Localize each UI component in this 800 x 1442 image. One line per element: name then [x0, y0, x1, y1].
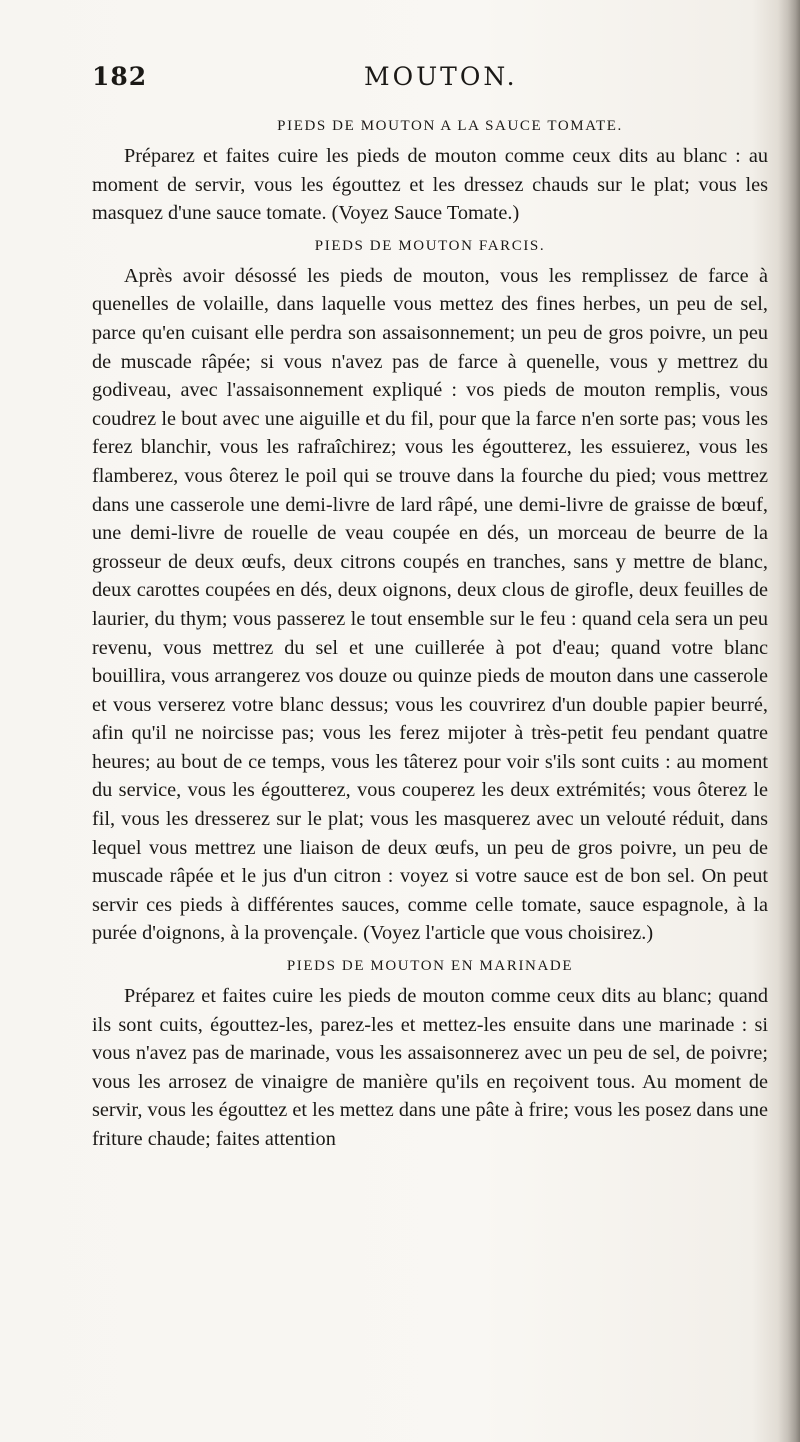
running-title: MOUTON.: [364, 62, 518, 91]
page-number: 182: [92, 62, 148, 91]
paragraph-marinade: Préparez et faites cuire les pieds de mouton comme ceux dits au blanc; quand ils sont cuits, égouttez-les, parez-les et mettez-les ensuite dans une marinade : si vous n'avez pas de marinade, vous les assaisonnerez avec un peu de sel, de poivre; vous les arrosez de vinaigre de manière qu'ils en reçoivent tous. Au moment de servir, vous les égouttez et les mettez dans une pâte à frire; vous les posez dans une friture chaude; faites attention: [92, 985, 768, 1150]
page-body: [92, 118, 768, 1154]
section-title-sauce-tomate: PIEDS DE MOUTON A LA SAUCE TOMATE.: [277, 118, 623, 134]
page-edge-shadow: [778, 0, 800, 1442]
section-title-farcis: PIEDS DE MOUTON FARCIS.: [314, 237, 546, 254]
page-header: [92, 62, 712, 102]
paragraph-sauce-tomate: Préparez et faites cuire les pieds de mouton comme ceux dits au blanc : au moment de servir, vous les égouttez et les dressez chauds sur le plat; vous les masquez d'une sauce tomate. (Voyez Sauce Tomate.): [92, 145, 768, 225]
paragraph-farcis: Après avoir désossé les pieds de mouton, vous les remplissez de farce à quenelles de volaille, dans laquelle vous mettez des fines herbes, un peu de sel, parce qu'en cuisant elle perdra son assaisonnement; un peu de gros poivre, un peu de muscade râpée; si vous n'avez pas de farce à quenelle, vous y mettrez du godiveau, avec l'assaisonnement expliqué : vos pieds de mouton remplis, vous coudrez le bout avec une aiguille et du fil, pour que la farce n'en sorte pas; vous les ferez blanchir, vous les rafraîchirez; vous les égoutterez, les essuierez, vous les flamberez, vous ôterez le poil qui se trouve dans la fourche du pied; vous mettrez dans une casserole une demi-livre de lard râpé, une demi-livre de graisse de bœuf, une demi-livre de rouelle de veau coupée en dés, un morceau de beurre de la grosseur de deux œufs, deux citrons coupés en tranches, sans y mettre de blanc, deux carottes coupées en dés, deux oignons, deux clous de girofle, deux feuilles de laurier, du thym; vous passerez le tout ensemble sur le feu : quand cela sera un peu revenu, vous mettrez du sel et une cuillerée à pot d'eau; quand votre blanc bouillira, vous arrangerez vos douze ou quinze pieds de mouton dans une casserole et vous verserez votre blanc dessus; vous les couvrirez d'un double papier beurré, afin qu'il ne noircisse pas; vous les ferez mijoter à très-petit feu pendant quatre heures; au bout de ce temps, vous les tâterez pour voir s'ils sont cuits : au moment du service, vous les égoutterez, vous couperez les deux extrémités; vous ôterez le fil, vous les dresserez sur le plat; vous les masquerez avec un velouté réduit, dans lequel vous mettrez une liaison de deux œufs, un peu de gros poivre, un peu de muscade râpée et le jus d'un citron : voyez si votre sauce est de bon sel. On peut servir ces pieds à différentes sauces, comme celle tomate, sauce espagnole, à la purée d'oignons, à la provençale. (Voyez l'article que vous choisirez.): [92, 264, 768, 945]
section-title-marinade: PIEDS DE MOUTON EN MARINADE: [286, 958, 574, 975]
